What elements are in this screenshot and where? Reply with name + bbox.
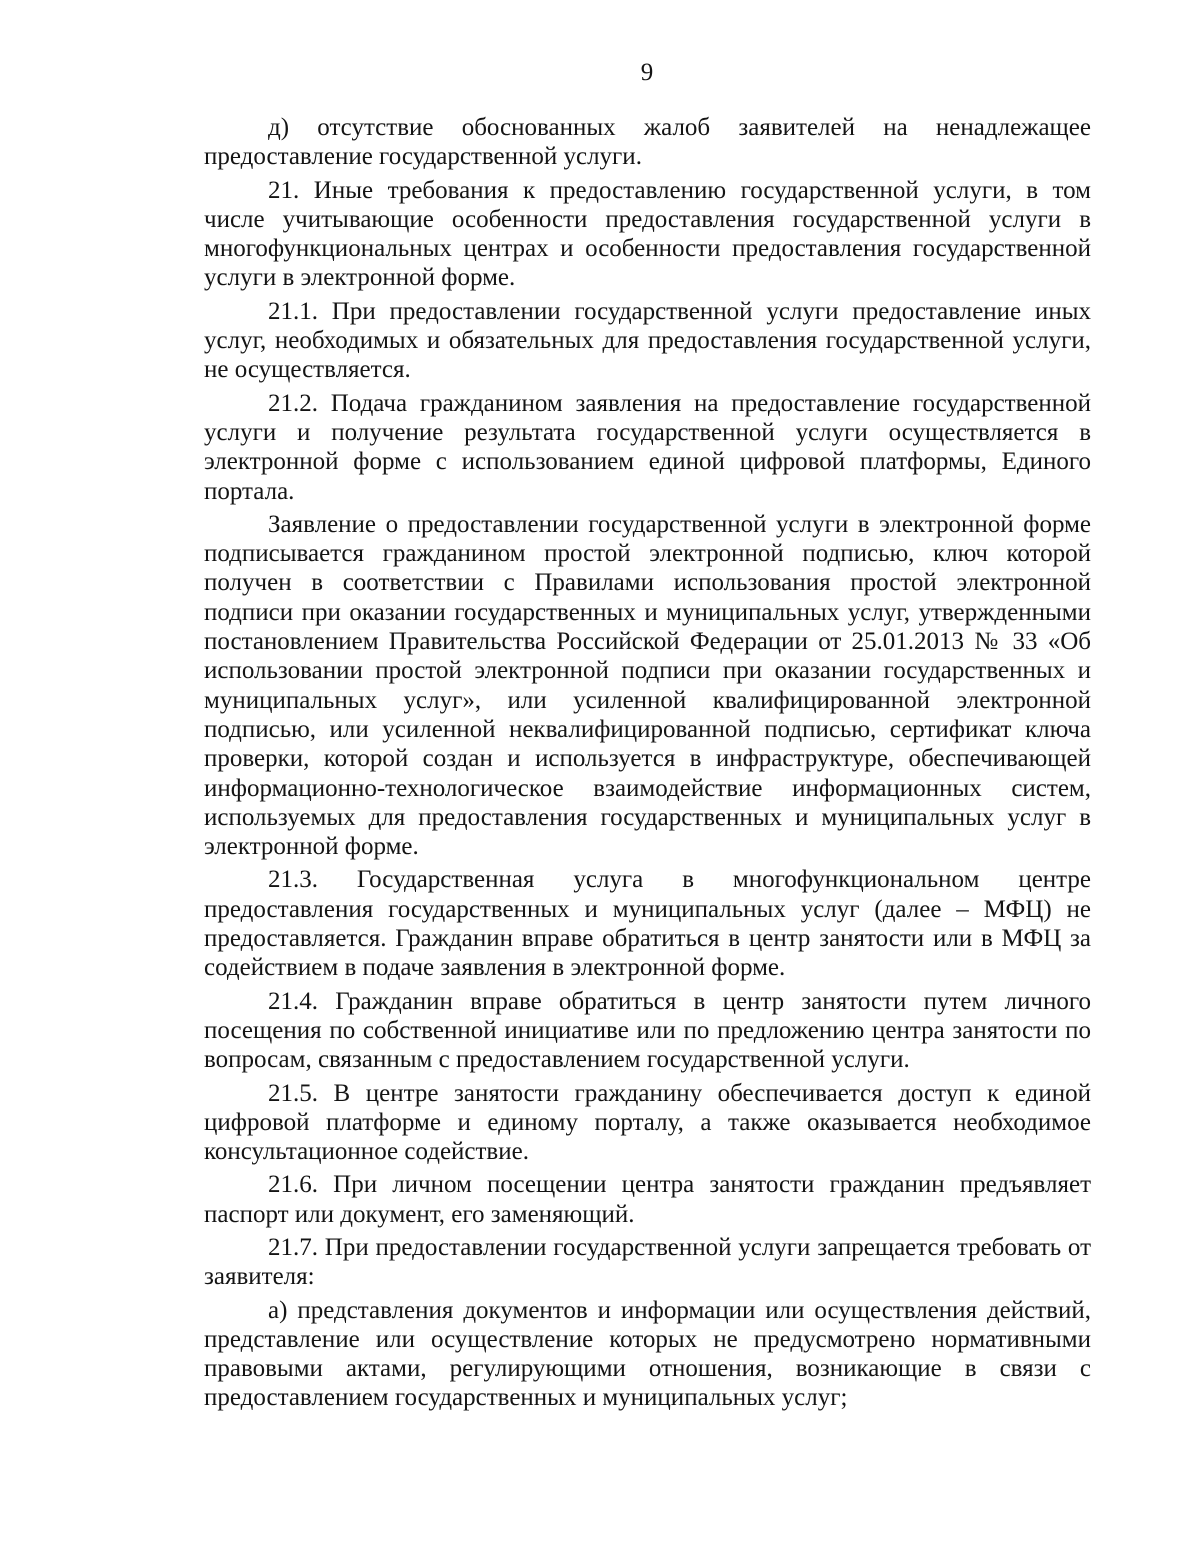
- paragraph-item-d: д) отсутствие обоснованных жалоб заявителей на ненадлежащее предоставление государственной услуги.: [204, 114, 1091, 171]
- paragraph-21-4: 21.4. Гражданин вправе обратиться в центр занятости путем личного посещения по собственной инициативе или по предложению центра занятости по вопросам, связанным с предоставлением государственной услуги.: [204, 987, 1091, 1074]
- paragraph-application-signature: Заявление о предоставлении государственной услуги в электронной форме подписывается гражданином простой электронной подписью, ключ которой получен в соответствии с Правилами использования простой электронной подписи при оказании государственных и муниципальных услуг, утвержденными постановлением Правительства Российской Федерации от 25.01.2013 № 33 «Об использовании простой электронной подписи при оказании государственных и муниципальных услуг», или усиленной квалифицированной электронной подписью, или усиленной неквалифицированной подписью, сертификат ключа проверки, которой создан и используется в инфраструктуре, обеспечивающей информационно-технологическое взаимодействие информационных систем, используемых для предоставления государственных и муниципальных услуг в электронной форме.: [204, 510, 1091, 861]
- paragraph-21: 21. Иные требования к предоставлению государственной услуги, в том числе учитывающие особенности предоставления государственной услуги в многофункциональных центрах и особенности предоставления государственной услуги в электронной форме.: [204, 176, 1091, 292]
- paragraph-21-6: 21.6. При личном посещении центра занятости гражданин предъявляет паспорт или документ, его заменяющий.: [204, 1171, 1091, 1228]
- paragraph-21-5: 21.5. В центре занятости гражданину обеспечивается доступ к единой цифровой платформе и единому порталу, а также оказывается необходимое консультационное содействие.: [204, 1079, 1091, 1166]
- paragraph-21-1: 21.1. При предоставлении государственной услуги предоставление иных услуг, необходимых и обязательных для предоставления государственной услуги, не осуществляется.: [204, 297, 1091, 384]
- page-number: 9: [640, 59, 654, 86]
- body-text: [204, 113, 1091, 1417]
- paragraph-21-3: 21.3. Государственная услуга в многофункциональном центре предоставления государственных и муниципальных услуг (далее – МФЦ) не предоставляется. Гражданин вправе обратиться в центр занятости или в МФЦ за содействием в подаче заявления в электронной форме.: [204, 866, 1091, 982]
- paragraph-item-a: а) представления документов и информации или осуществления действий, представление или осуществление которых не предусмотрено нормативными правовыми актами, регулирующими отношения, возникающие в связи с предоставлением государственных и муниципальных услуг;: [204, 1296, 1091, 1412]
- paragraph-21-2: 21.2. Подача гражданином заявления на предоставление государственной услуги и получение результата государственной услуги осуществляется в электронной форме с использованием единой цифровой платформы, Единого портала.: [204, 389, 1091, 505]
- paragraph-21-7: 21.7. При предоставлении государственной услуги запрещается требовать от заявителя:: [204, 1233, 1091, 1291]
